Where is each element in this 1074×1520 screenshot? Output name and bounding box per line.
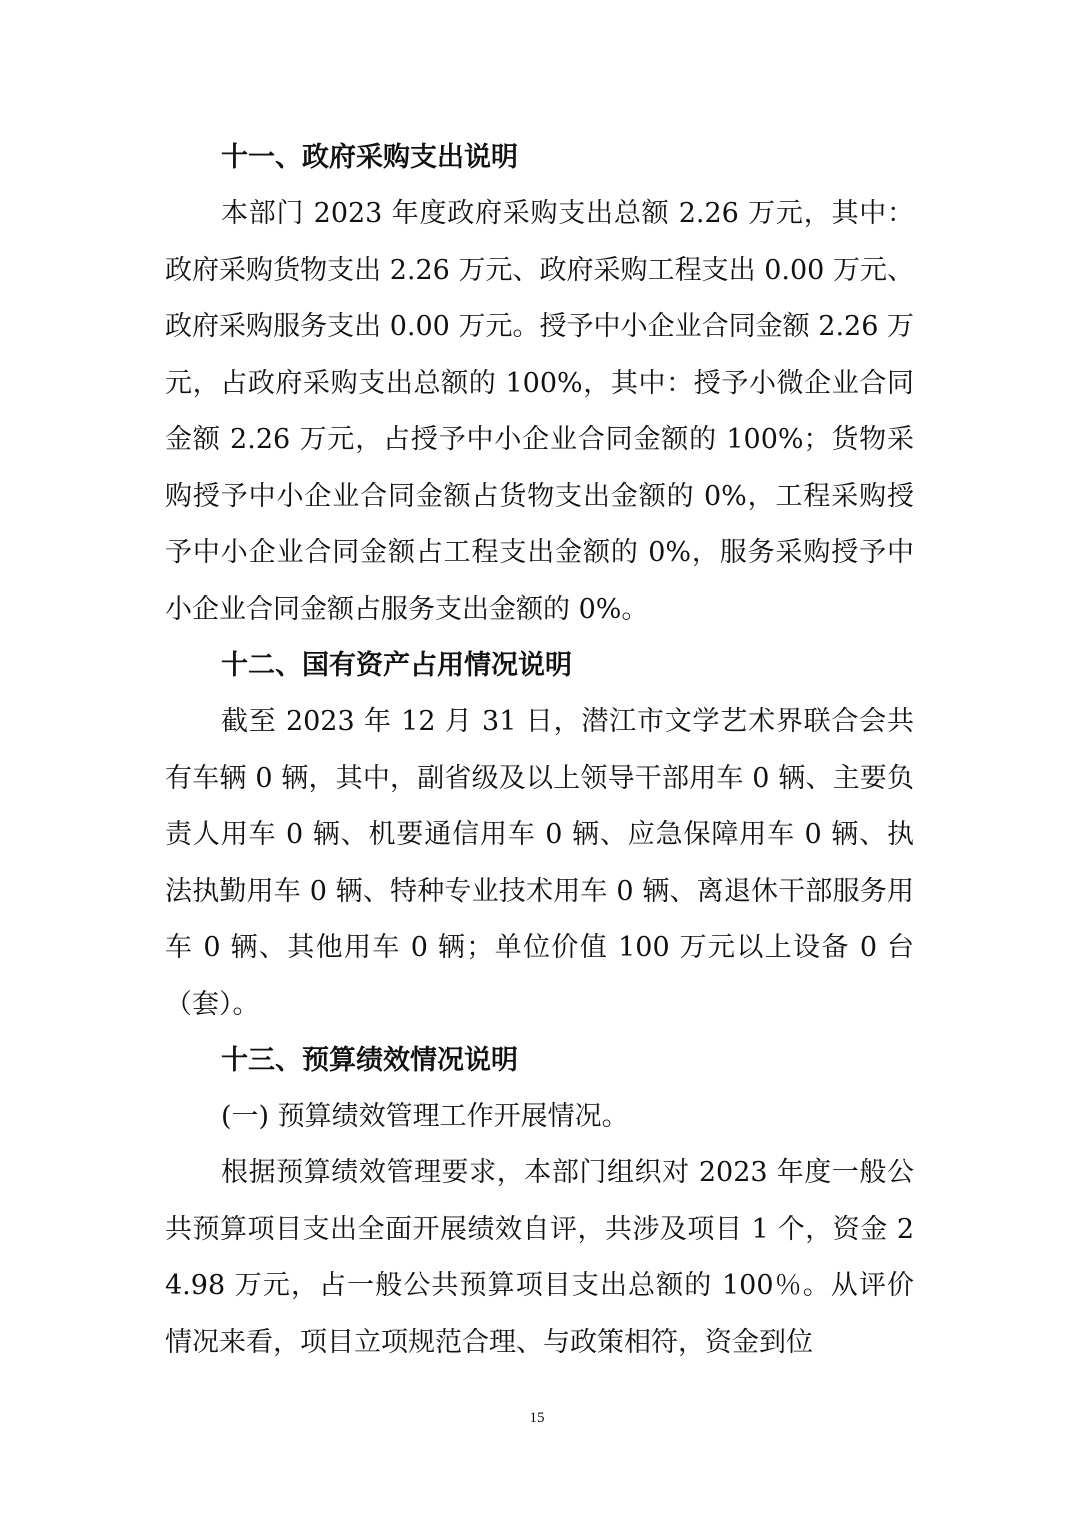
section-12-heading: 十二、国有资产占用情况说明 <box>221 650 572 681</box>
section-12-paragraph: 截至 2023 年 12 月 31 日，潜江市文学艺术界联合会共有车辆 0 辆，其中，副省级及以上领导干部用车 0 辆、主要负责人用车 0 辆、机要通信用车 0 辆、应急保障用车 0 辆、执法执勤用车 0 辆、特种专业技术用车 0 辆、离退休干部服务用车 0 辆、其他用车 0 辆；单位价值 100 万元以上设备 0 台（套）。 <box>165 706 914 1020</box>
section-13-subheading: (一) 预算绩效管理工作开展情况。 <box>221 1101 629 1132</box>
section-11-heading: 十一、政府采购支出说明 <box>221 142 518 173</box>
page-number: 15 <box>529 1410 545 1426</box>
section-13-heading: 十三、预算绩效情况说明 <box>221 1045 518 1076</box>
section-13-paragraph: 根据预算绩效管理要求，本部门组织对 2023 年度一般公共预算项目支出全面开展绩效自评，共涉及项目 1 个，资金 24.98 万元，占一般公共预算项目支出总额的 100％。从评价情况来看，项目立项规范合理、与政策相符，资金到位 <box>165 1157 914 1358</box>
section-11-paragraph: 本部门 2023 年度政府采购支出总额 2.26 万元，其中：政府采购货物支出 2.26 万元、政府采购工程支出 0.00 万元、政府采购服务支出 0.00 万元。授予中小企业合同金额 2.26 万元，占政府采购支出总额的 100%，其中：授予小微企业合同金额 2.26 万元，占授予中小企业合同金额的 100%；货物采购授予中小企业合同金额占货物支出金额的 0%，工程采购授予中小企业合同金额占工程支出金额的 0%，服务采购授予中小企业合同金额占服务支出金额的 0%。 <box>165 198 914 625</box>
